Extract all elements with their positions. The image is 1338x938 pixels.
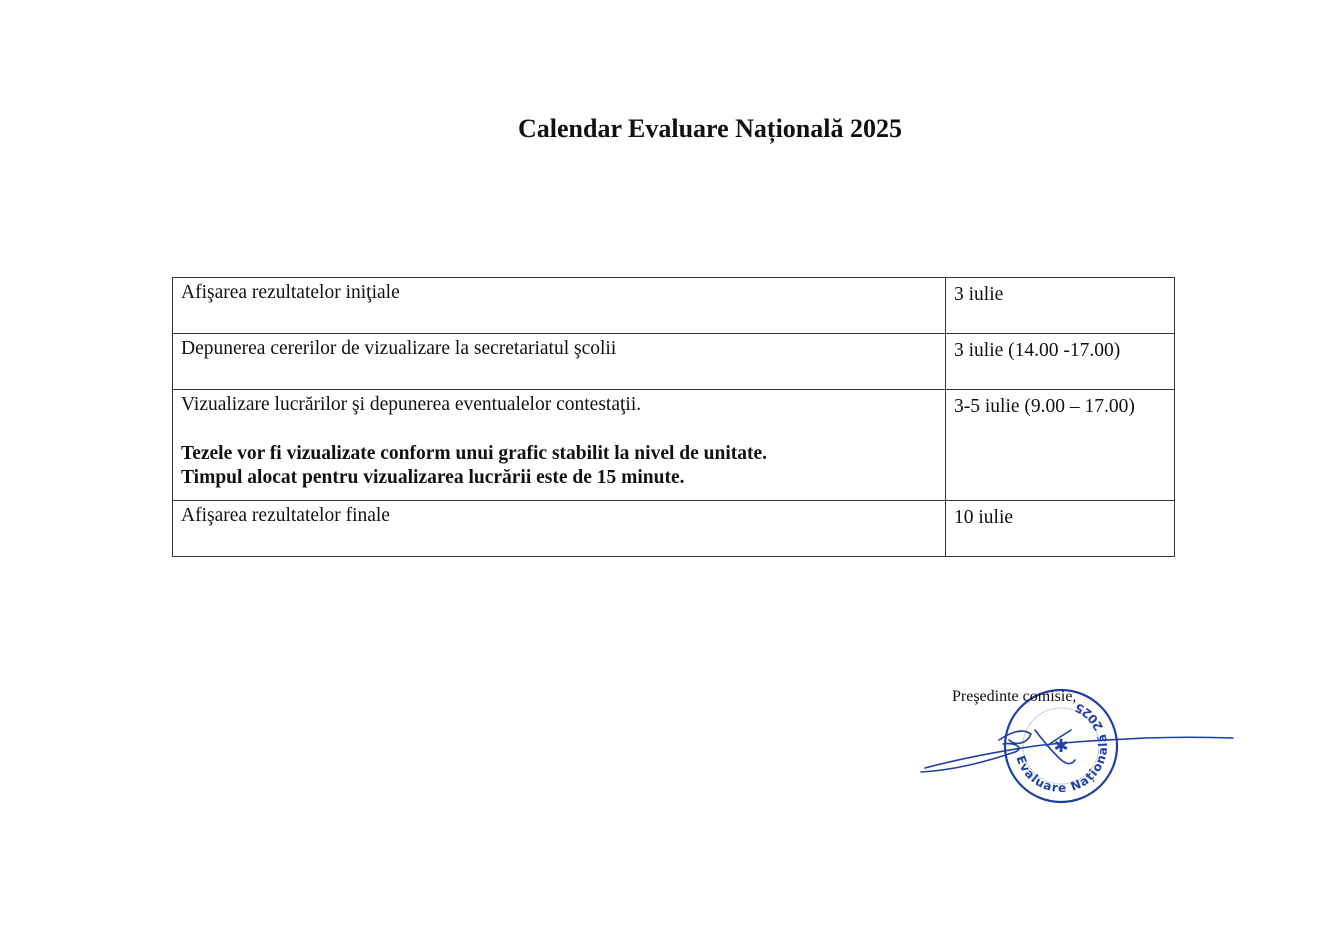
table-row <box>173 390 1175 501</box>
table-row <box>173 334 1175 390</box>
table-row <box>173 278 1175 334</box>
table-row <box>173 501 1175 557</box>
date-cell: 3 iulie <box>946 278 1175 334</box>
activity-cell <box>173 390 946 501</box>
date-cell: 3 iulie (14.00 -17.00) <box>946 334 1175 390</box>
page-title: Calendar Evaluare Națională 2025 <box>517 114 902 143</box>
activity-cell: Afişarea rezultatelor iniţiale <box>173 278 946 334</box>
activity-text: Vizualizare lucrărilor şi depunerea eventualelor contestaţii. <box>181 394 642 415</box>
stamp-center-mark: ✱ <box>1053 736 1069 757</box>
signature-label: Preşedinte comisie, <box>952 688 1077 705</box>
activity-cell: Afişarea rezultatelor finale <box>173 501 946 557</box>
signature-block <box>915 686 1245 816</box>
note-line: Timpul alocat pentru vizualizarea lucrării este de 15 minute. <box>181 467 685 488</box>
activity-note <box>181 442 937 490</box>
activity-cell: Depunerea cererilor de vizualizare la secretariatul şcolii <box>173 334 946 390</box>
official-stamp <box>1005 690 1117 802</box>
date-cell: 3-5 iulie (9.00 – 17.00) <box>946 390 1175 501</box>
stamp-text: Evaluare Națională 2025 <box>1013 699 1111 796</box>
date-cell: 10 iulie <box>946 501 1175 557</box>
note-line: Tezele vor fi vizualizate conform unui grafic stabilit la nivel de unitate. <box>181 443 768 464</box>
schedule-table <box>172 277 1175 557</box>
handwritten-signature <box>921 730 1233 772</box>
